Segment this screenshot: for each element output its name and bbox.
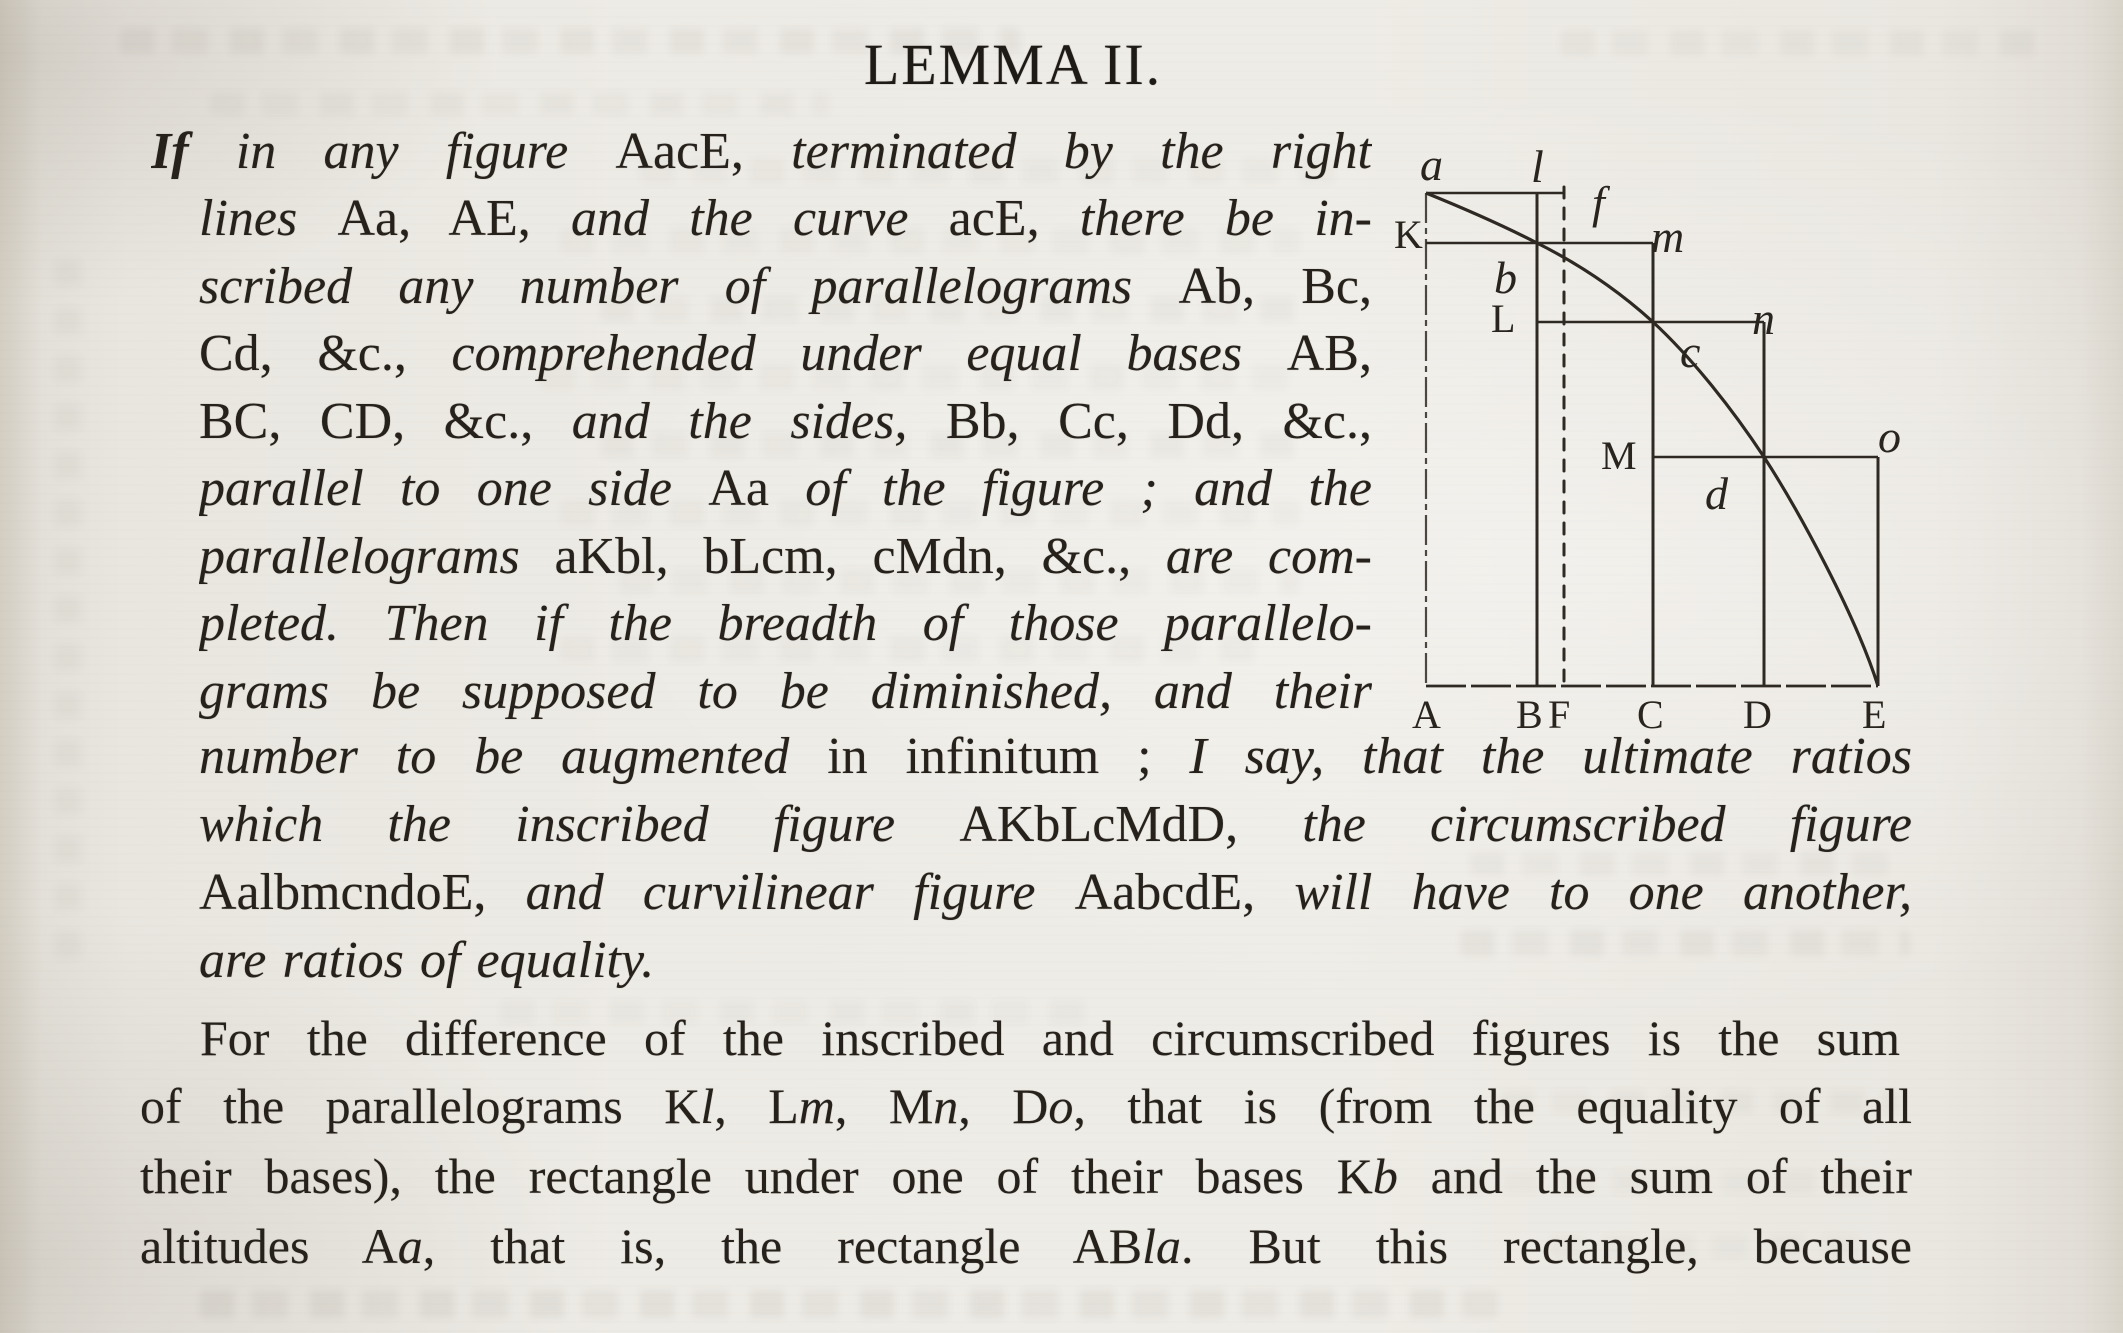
text-segment: m xyxy=(798,1078,835,1134)
lemma-line-8 xyxy=(199,594,1372,657)
text-segment: of the parallelograms K xyxy=(140,1078,701,1134)
figure-label-A: A xyxy=(1412,692,1441,737)
figure-label-a: a xyxy=(1420,139,1443,190)
lemma-line-7 xyxy=(199,527,1372,590)
text-segment: altitudes A xyxy=(140,1218,398,1274)
figure-label-L: L xyxy=(1491,296,1516,341)
figure-label-F: F xyxy=(1548,692,1571,737)
lemma-line-6 xyxy=(199,459,1372,522)
text-segment: lines xyxy=(199,190,338,247)
text-segment: Bb, Cc, Dd, &c., xyxy=(945,393,1372,450)
figure-label-m: m xyxy=(1651,211,1685,262)
text-segment: terminated by the right xyxy=(743,123,1372,180)
lemma-figure xyxy=(1390,80,1915,750)
figure-label-B: B xyxy=(1516,692,1543,737)
figure-label-K: K xyxy=(1394,212,1423,257)
text-segment: the circumscribed figure xyxy=(1238,796,1912,853)
text-segment: Cd, &c., xyxy=(199,325,407,382)
text-segment: If xyxy=(151,123,189,180)
text-segment: , that is (from the equality of all xyxy=(1073,1078,1912,1134)
text-segment: BC, CD, &c., xyxy=(199,393,534,450)
figure-label-b: b xyxy=(1494,252,1517,303)
bleedthrough-ghost xyxy=(210,92,830,116)
lemma-line-5 xyxy=(199,392,1372,455)
figure-label-n: n xyxy=(1752,293,1775,344)
text-segment: which the inscribed figure xyxy=(199,796,960,853)
lemma-line-2 xyxy=(199,189,1372,252)
text-segment: , that is, the rectangle AB xyxy=(422,1218,1143,1274)
text-segment: a xyxy=(397,1218,423,1274)
bleedthrough-ghost xyxy=(200,1290,1500,1318)
text-segment: For the difference of the inscribed and circumscribed figures is the sum xyxy=(200,1010,1900,1066)
text-segment: aKbl, bLcm, cMdn, &c., xyxy=(554,528,1132,585)
text-segment: pleted. Then if the breadth of those parallelo- xyxy=(199,595,1372,652)
text-segment: number to be augmented xyxy=(199,728,828,785)
text-segment: parallel to one side xyxy=(199,460,709,517)
text-segment: n xyxy=(933,1078,959,1134)
figure-label-C: C xyxy=(1637,692,1664,737)
bleedthrough-ghost xyxy=(1560,30,2040,56)
figure-label-M: M xyxy=(1601,433,1637,478)
lemma-line-9 xyxy=(199,662,1372,725)
figure-label-D: D xyxy=(1743,692,1772,737)
text-segment: their bases), the rectangle under one of their bases K xyxy=(140,1148,1373,1204)
text-segment: AB, xyxy=(1286,325,1372,382)
figure-label-f: f xyxy=(1592,177,1605,228)
text-segment: will have to one another, xyxy=(1255,864,1912,921)
text-segment: , D xyxy=(958,1078,1049,1134)
text-segment: parallelograms xyxy=(199,528,555,585)
text-segment: scribed any number of parallelograms xyxy=(199,258,1179,315)
figure-label-c: c xyxy=(1680,326,1701,377)
text-segment: and the sum of their xyxy=(1397,1148,1912,1204)
figure-label-E: E xyxy=(1862,692,1887,737)
proof-line-1 xyxy=(200,1010,1900,1071)
text-segment: in any figure xyxy=(188,123,616,180)
text-segment: Aa xyxy=(708,460,769,517)
page-title: LEMMA II. xyxy=(863,32,1163,97)
text-segment: and the curve xyxy=(530,190,949,247)
text-segment: , L xyxy=(714,1078,799,1134)
text-segment: and the sides, xyxy=(533,393,946,450)
text-segment: , M xyxy=(834,1078,934,1134)
text-segment: acE, xyxy=(948,190,1040,247)
text-segment: AacE, xyxy=(615,123,744,180)
text-segment: are ratios of equality. xyxy=(199,932,655,989)
text-segment: of the figure ; and the xyxy=(768,460,1372,517)
text-segment: la xyxy=(1142,1218,1182,1274)
text-segment: Ab, Bc, xyxy=(1178,258,1372,315)
lemma-line-13 xyxy=(199,931,1912,994)
text-segment: there be in- xyxy=(1039,190,1372,247)
text-segment: are com- xyxy=(1131,528,1372,585)
text-segment: AKbLcMdD, xyxy=(959,796,1239,853)
lemma-line-4 xyxy=(199,324,1372,387)
text-segment: b xyxy=(1372,1148,1398,1204)
text-segment: AabcdE, xyxy=(1074,864,1256,921)
proof-line-3 xyxy=(140,1148,1912,1209)
text-segment: and curvilinear figure xyxy=(486,864,1075,921)
proof-line-2 xyxy=(140,1078,1912,1139)
figure-label-d: d xyxy=(1705,468,1728,519)
lemma-line-1 xyxy=(151,122,1372,185)
text-segment: . But this rectangle, because xyxy=(1181,1218,1912,1274)
lemma-line-3 xyxy=(199,257,1372,320)
text-segment: AalbmcndoE, xyxy=(199,864,487,921)
text-segment: in infinitum ; xyxy=(827,728,1152,785)
proof-line-4 xyxy=(140,1218,1912,1279)
page-edge-smudge xyxy=(55,260,81,960)
figure-label-l: l xyxy=(1531,141,1544,192)
text-segment: grams be supposed to be diminished, and their xyxy=(199,663,1372,720)
text-segment: comprehended under equal bases xyxy=(406,325,1287,382)
lemma-line-12 xyxy=(199,863,1912,926)
text-segment: o xyxy=(1048,1078,1074,1134)
text-segment: I say, that the ultimate ratios xyxy=(1151,728,1912,785)
figure-label-o: o xyxy=(1878,411,1901,462)
lemma-line-11 xyxy=(199,795,1912,858)
text-segment: Aa, AE, xyxy=(337,190,531,247)
text-segment: l xyxy=(700,1078,715,1134)
